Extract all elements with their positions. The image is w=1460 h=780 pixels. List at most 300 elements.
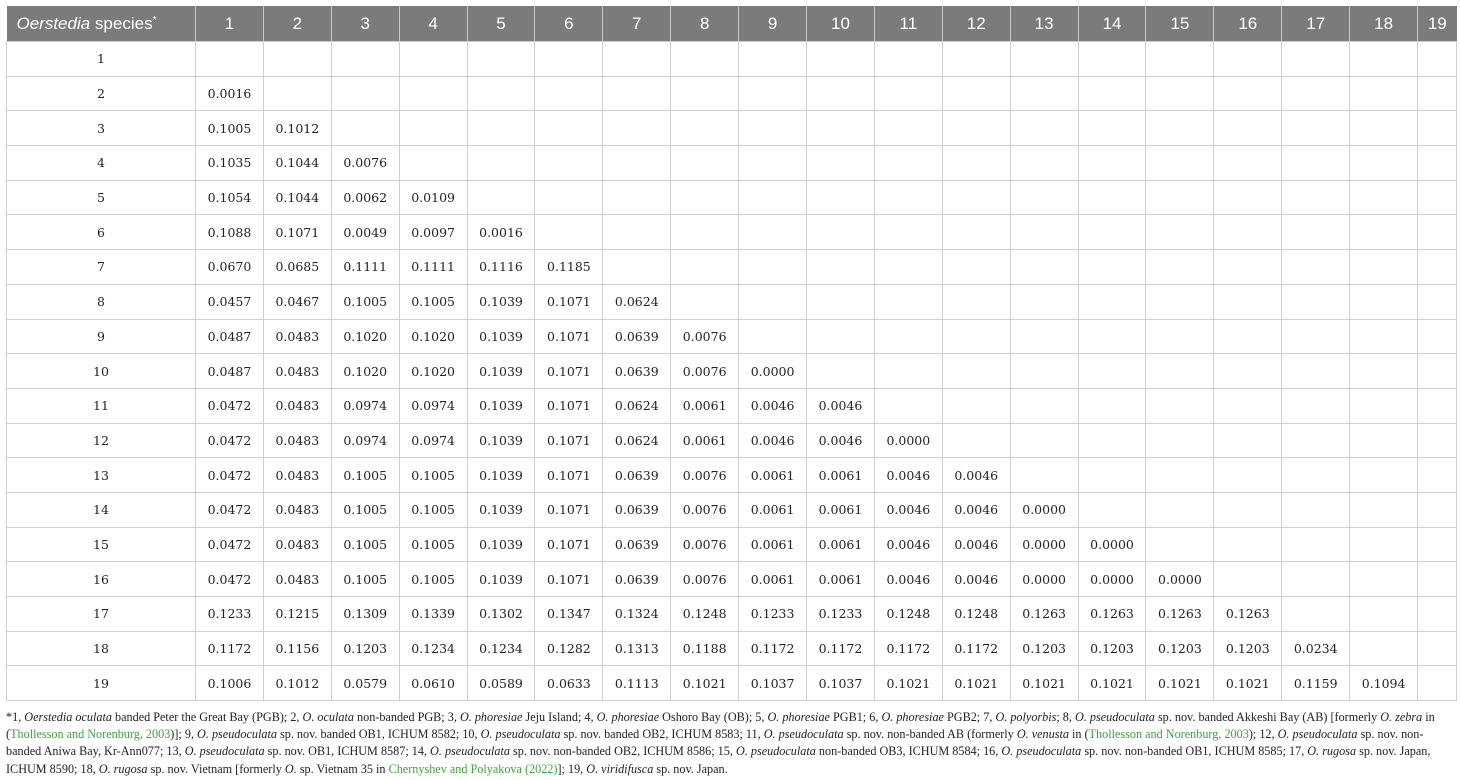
table-cell <box>1418 215 1457 250</box>
table-cell: 0.1071 <box>263 215 331 250</box>
footnote-text: sp. nov. non-banded OB2, ICHUM 8586; 15, <box>509 744 736 759</box>
table-cell <box>1214 180 1282 215</box>
table-cell <box>1418 388 1457 423</box>
table-cell <box>874 284 942 319</box>
table-cell <box>1350 527 1418 562</box>
footnote-text: PGB2; 7, <box>943 710 996 724</box>
table-cell: 0.0061 <box>807 562 875 597</box>
table-cell: 0.1339 <box>399 597 467 632</box>
header-text: species <box>90 13 153 33</box>
table-cell <box>1146 215 1214 250</box>
table-cell: 0.0974 <box>399 388 467 423</box>
table-cell: 0.1088 <box>196 215 264 250</box>
table-cell <box>1010 76 1078 111</box>
table-cell <box>1078 111 1146 146</box>
table-cell <box>467 76 535 111</box>
table-cell: 0.0639 <box>603 354 671 389</box>
table-cell: 0.0000 <box>1010 527 1078 562</box>
table-cell: 0.0046 <box>874 527 942 562</box>
table-cell: 0.0483 <box>263 423 331 458</box>
table-cell <box>874 215 942 250</box>
table-cell: 0.0000 <box>1078 562 1146 597</box>
table-cell: 0.1039 <box>467 458 535 493</box>
table-cell <box>1418 111 1457 146</box>
table-cell <box>1350 76 1418 111</box>
table-cell: 0.1039 <box>467 354 535 389</box>
row-label: 19 <box>7 666 196 701</box>
table-cell <box>1010 388 1078 423</box>
citation-link[interactable]: Chernyshev and Polyakova (2022) <box>388 761 558 776</box>
table-cell: 0.0974 <box>399 423 467 458</box>
table-cell <box>874 319 942 354</box>
table-cell: 0.1172 <box>739 631 807 666</box>
table-cell <box>807 319 875 354</box>
table-cell: 0.0076 <box>671 458 739 493</box>
table-cell: 0.0046 <box>874 562 942 597</box>
table-cell <box>807 250 875 285</box>
table-cell <box>874 42 942 77</box>
table-cell: 0.1159 <box>1282 666 1350 701</box>
table-cell <box>1350 111 1418 146</box>
table-cell: 0.1039 <box>467 562 535 597</box>
table-row <box>7 42 1457 77</box>
table-cell: 0.0467 <box>263 284 331 319</box>
table-cell: 0.0472 <box>196 458 264 493</box>
footnote-text: ]; 19, <box>557 761 587 776</box>
table-cell: 0.1302 <box>467 597 535 632</box>
table-cell <box>739 42 807 77</box>
table-cell <box>1078 180 1146 215</box>
column-header-6: 6 <box>535 6 603 42</box>
row-label: 11 <box>7 388 196 423</box>
table-cell <box>1282 458 1350 493</box>
table-cell: 0.1021 <box>1214 666 1282 701</box>
table-cell <box>1214 146 1282 181</box>
table-row <box>7 458 1457 493</box>
table-cell: 0.1172 <box>807 631 875 666</box>
table-cell <box>671 146 739 181</box>
species-name: O. viridifusca <box>586 761 654 776</box>
citation-link[interactable]: Thollesson and Norenburg, 2003 <box>1088 727 1249 742</box>
footnote-text: PGB1; 6, <box>829 710 882 724</box>
table-footnote <box>6 709 1456 778</box>
row-label: 18 <box>7 631 196 666</box>
table-cell <box>1146 180 1214 215</box>
table-cell: 0.1005 <box>399 284 467 319</box>
table-cell <box>1214 354 1282 389</box>
table-cell: 0.0046 <box>942 458 1010 493</box>
table-cell <box>1146 354 1214 389</box>
table-cell <box>874 250 942 285</box>
column-header-13: 13 <box>1010 6 1078 42</box>
table-cell <box>1214 562 1282 597</box>
species-name: O. phoresiae <box>881 710 944 724</box>
species-name: O. pseudoculata <box>197 727 277 742</box>
table-cell <box>1418 354 1457 389</box>
column-header-17: 17 <box>1282 6 1350 42</box>
table-cell <box>942 42 1010 77</box>
table-cell <box>1146 42 1214 77</box>
table-cell: 0.1005 <box>331 458 399 493</box>
table-row <box>7 284 1457 319</box>
table-cell <box>1282 76 1350 111</box>
table-cell <box>942 284 1010 319</box>
table-cell: 0.1012 <box>263 666 331 701</box>
table-cell: 0.0472 <box>196 562 264 597</box>
table-cell: 0.1037 <box>739 666 807 701</box>
footnote-text: sp. Vietnam 35 in <box>296 761 389 776</box>
table-cell: 0.1248 <box>874 597 942 632</box>
table-cell: 0.1172 <box>196 631 264 666</box>
table-cell: 0.1005 <box>196 111 264 146</box>
table-cell: 0.1039 <box>467 388 535 423</box>
table-cell: 0.1005 <box>331 527 399 562</box>
table-cell: 0.0046 <box>942 527 1010 562</box>
table-cell <box>1350 423 1418 458</box>
table-cell: 0.1215 <box>263 597 331 632</box>
table-cell <box>603 215 671 250</box>
table-cell <box>1350 250 1418 285</box>
table-cell: 0.0049 <box>331 215 399 250</box>
table-cell <box>739 284 807 319</box>
column-header-19: 19 <box>1418 6 1457 42</box>
column-header-10: 10 <box>807 6 875 42</box>
table-cell: 0.1263 <box>1010 597 1078 632</box>
table-row <box>7 180 1457 215</box>
table-cell: 0.0624 <box>603 423 671 458</box>
row-label: 2 <box>7 76 196 111</box>
table-cell <box>942 250 1010 285</box>
table-cell <box>1418 319 1457 354</box>
table-cell: 0.1005 <box>399 527 467 562</box>
row-label: 9 <box>7 319 196 354</box>
table-cell <box>1078 76 1146 111</box>
table-cell: 0.1039 <box>467 319 535 354</box>
table-cell <box>1146 146 1214 181</box>
table-cell <box>1214 527 1282 562</box>
table-cell <box>1078 458 1146 493</box>
table-cell <box>1214 388 1282 423</box>
table-cell <box>671 111 739 146</box>
table-cell: 0.1035 <box>196 146 264 181</box>
table-cell <box>1078 250 1146 285</box>
table-cell <box>1282 42 1350 77</box>
footnote-text: banded Peter the Great Bay (PGB); 2, <box>111 710 303 724</box>
table-cell: 0.1012 <box>263 111 331 146</box>
table-header-row <box>7 6 1457 42</box>
table-cell: 0.0046 <box>739 388 807 423</box>
citation-link[interactable]: Thollesson and Norenburg, 2003 <box>10 727 171 742</box>
table-cell <box>1282 111 1350 146</box>
table-cell <box>874 388 942 423</box>
table-cell <box>1282 388 1350 423</box>
table-row <box>7 492 1457 527</box>
row-label: 7 <box>7 250 196 285</box>
row-label: 13 <box>7 458 196 493</box>
table-cell: 0.1005 <box>399 562 467 597</box>
table-cell: 0.0487 <box>196 319 264 354</box>
table-cell <box>1282 284 1350 319</box>
table-cell: 0.0076 <box>671 492 739 527</box>
table-cell: 0.1021 <box>1146 666 1214 701</box>
table-cell <box>671 250 739 285</box>
table-cell: 0.1248 <box>671 597 739 632</box>
table-cell: 0.0061 <box>739 492 807 527</box>
table-cell: 0.1188 <box>671 631 739 666</box>
table-row <box>7 146 1457 181</box>
table-cell: 0.0639 <box>603 492 671 527</box>
table-cell: 0.1021 <box>874 666 942 701</box>
table-cell: 0.1263 <box>1214 597 1282 632</box>
table-cell: 0.1185 <box>535 250 603 285</box>
table-cell <box>535 146 603 181</box>
table-cell: 0.1071 <box>535 458 603 493</box>
table-cell: 0.1172 <box>942 631 1010 666</box>
table-cell <box>807 111 875 146</box>
species-name: O. pseudoculata <box>1075 710 1155 724</box>
table-cell: 0.1005 <box>399 458 467 493</box>
species-name: O. rugosa <box>1307 744 1357 759</box>
table-cell: 0.0633 <box>535 666 603 701</box>
table-cell: 0.1039 <box>467 423 535 458</box>
table-cell <box>263 42 331 77</box>
species-name: O. venusta <box>1016 727 1069 742</box>
footnote-text: non-banded PGB; 3, <box>353 710 460 724</box>
table-cell: 0.0624 <box>603 284 671 319</box>
table-cell <box>535 42 603 77</box>
table-cell: 0.0016 <box>196 76 264 111</box>
table-cell <box>1350 215 1418 250</box>
table-row <box>7 631 1457 666</box>
table-cell: 0.1020 <box>331 354 399 389</box>
table-cell <box>1078 284 1146 319</box>
table-cell: 0.0487 <box>196 354 264 389</box>
table-cell: 0.1071 <box>535 492 603 527</box>
table-cell: 0.1203 <box>1078 631 1146 666</box>
row-label: 16 <box>7 562 196 597</box>
table-cell <box>739 146 807 181</box>
table-row <box>7 527 1457 562</box>
table-cell <box>603 42 671 77</box>
table-cell <box>1350 562 1418 597</box>
table-cell <box>942 319 1010 354</box>
table-cell <box>739 250 807 285</box>
table-cell: 0.0046 <box>807 388 875 423</box>
table-cell: 0.0062 <box>331 180 399 215</box>
column-header-8: 8 <box>671 6 739 42</box>
column-header-2: 2 <box>263 6 331 42</box>
table-cell <box>942 76 1010 111</box>
table-cell <box>603 180 671 215</box>
table-cell: 0.1263 <box>1146 597 1214 632</box>
table-cell <box>1078 492 1146 527</box>
table-cell: 0.0639 <box>603 527 671 562</box>
table-cell: 0.0046 <box>942 562 1010 597</box>
table-row <box>7 354 1457 389</box>
table-cell <box>331 111 399 146</box>
footnote-text: sp. nov. non-banded OB1, ICHUM 8585; 17, <box>1081 744 1308 759</box>
table-cell: 0.0109 <box>399 180 467 215</box>
table-cell <box>1078 388 1146 423</box>
species-name: O. zebra <box>1380 710 1423 724</box>
table-cell <box>739 319 807 354</box>
table-cell: 0.0097 <box>399 215 467 250</box>
table-cell: 0.0483 <box>263 354 331 389</box>
table-cell: 0.0670 <box>196 250 264 285</box>
table-cell <box>1010 111 1078 146</box>
table-cell: 0.1282 <box>535 631 603 666</box>
table-cell <box>942 146 1010 181</box>
table-body <box>7 42 1457 701</box>
distance-matrix-table <box>6 6 1457 701</box>
table-cell <box>1418 631 1457 666</box>
table-cell <box>942 180 1010 215</box>
table-cell: 0.1071 <box>535 354 603 389</box>
table-cell: 0.0000 <box>1078 527 1146 562</box>
table-cell <box>671 42 739 77</box>
species-name: O. pseudoculata <box>430 744 510 759</box>
table-cell <box>467 42 535 77</box>
table-cell <box>1418 666 1457 701</box>
species-name: O. oculata <box>302 710 354 724</box>
table-cell: 0.0061 <box>739 458 807 493</box>
table-cell: 0.1233 <box>807 597 875 632</box>
table-cell: 0.0000 <box>874 423 942 458</box>
table-cell: 0.0061 <box>739 527 807 562</box>
table-cell: 0.0457 <box>196 284 264 319</box>
table-cell: 0.0472 <box>196 388 264 423</box>
table-cell <box>1214 42 1282 77</box>
table-cell <box>1214 215 1282 250</box>
footnote-text: non-banded OB3, ICHUM 8584; 16, <box>815 744 1002 759</box>
table-cell <box>942 354 1010 389</box>
species-name: O. pseudoculata <box>763 727 844 742</box>
table-cell <box>1418 42 1457 77</box>
table-cell <box>671 76 739 111</box>
table-cell: 0.1005 <box>331 284 399 319</box>
column-header-3: 3 <box>331 6 399 42</box>
table-cell <box>1418 76 1457 111</box>
table-cell: 0.0685 <box>263 250 331 285</box>
row-label: 5 <box>7 180 196 215</box>
table-cell <box>807 42 875 77</box>
table-cell <box>1350 631 1418 666</box>
column-header-1: 1 <box>196 6 264 42</box>
table-cell <box>1146 111 1214 146</box>
table-cell: 0.0061 <box>671 388 739 423</box>
table-cell <box>739 111 807 146</box>
table-cell <box>807 146 875 181</box>
table-cell: 0.0472 <box>196 527 264 562</box>
table-cell <box>1282 146 1350 181</box>
table-cell <box>603 111 671 146</box>
row-label: 3 <box>7 111 196 146</box>
table-cell: 0.1263 <box>1078 597 1146 632</box>
table-cell: 0.1039 <box>467 527 535 562</box>
table-cell <box>1350 388 1418 423</box>
table-row <box>7 76 1457 111</box>
table-cell <box>739 76 807 111</box>
table-cell <box>1010 458 1078 493</box>
table-cell: 0.0016 <box>467 215 535 250</box>
table-cell: 0.1071 <box>535 423 603 458</box>
table-cell: 0.0076 <box>671 562 739 597</box>
table-cell: 0.0624 <box>603 388 671 423</box>
row-label: 6 <box>7 215 196 250</box>
table-cell: 0.1005 <box>399 492 467 527</box>
table-cell: 0.0483 <box>263 388 331 423</box>
table-cell <box>942 111 1010 146</box>
table-cell: 0.1347 <box>535 597 603 632</box>
table-cell <box>1350 354 1418 389</box>
table-cell <box>874 76 942 111</box>
species-name: O. pseudoculata <box>1001 744 1082 759</box>
table-cell: 0.0061 <box>807 492 875 527</box>
table-cell: 0.0483 <box>263 319 331 354</box>
table-cell: 0.1071 <box>535 562 603 597</box>
table-cell <box>1418 180 1457 215</box>
table-cell <box>1214 423 1282 458</box>
table-cell <box>603 250 671 285</box>
table-cell: 0.1156 <box>263 631 331 666</box>
table-cell <box>1010 250 1078 285</box>
table-cell <box>399 111 467 146</box>
table-cell <box>807 180 875 215</box>
table-cell <box>1146 319 1214 354</box>
footnote-text: sp. nov. banded Akkeshi Bay (AB) [formerly <box>1154 710 1381 724</box>
table-cell <box>603 76 671 111</box>
table-cell: 0.0234 <box>1282 631 1350 666</box>
footnote-text: Oshoro Bay (OB); 5, <box>659 710 768 724</box>
row-label: 17 <box>7 597 196 632</box>
table-cell: 0.0061 <box>671 423 739 458</box>
table-cell: 0.0639 <box>603 562 671 597</box>
species-name: O. <box>284 761 297 776</box>
table-cell: 0.0483 <box>263 562 331 597</box>
table-cell: 0.0579 <box>331 666 399 701</box>
table-cell <box>1010 423 1078 458</box>
table-cell <box>603 146 671 181</box>
table-cell: 0.0000 <box>1146 562 1214 597</box>
table-cell <box>1214 250 1282 285</box>
row-label: 14 <box>7 492 196 527</box>
table-cell: 0.0000 <box>1010 562 1078 597</box>
table-cell <box>1350 319 1418 354</box>
species-name: O. rugosa <box>98 761 148 776</box>
table-cell <box>1146 492 1214 527</box>
table-cell: 0.0000 <box>739 354 807 389</box>
table-cell <box>535 180 603 215</box>
table-cell: 0.0589 <box>467 666 535 701</box>
column-header-16: 16 <box>1214 6 1282 42</box>
footnote-text: ); 12, <box>1248 727 1278 742</box>
table-cell: 0.1044 <box>263 146 331 181</box>
table-cell: 0.0000 <box>1010 492 1078 527</box>
footnote-text: sp. nov. Japan. <box>653 761 728 776</box>
row-label: 15 <box>7 527 196 562</box>
footnote-text: sp. nov. non-banded Aniwa Bay, Kr-Ann077; 13, <box>6 727 1424 759</box>
table-cell <box>535 111 603 146</box>
table-cell <box>942 388 1010 423</box>
table-cell <box>671 215 739 250</box>
table-cell <box>467 180 535 215</box>
species-name: O. polyorbis <box>995 710 1057 724</box>
footnote-text: sp. nov. Vietnam [formerly <box>147 761 285 776</box>
table-cell <box>874 146 942 181</box>
table-cell: 0.1233 <box>196 597 264 632</box>
footnote-text: sp. nov. OB1, ICHUM 8587; 14, <box>264 744 431 759</box>
species-name: O. phoresiae <box>767 710 830 724</box>
